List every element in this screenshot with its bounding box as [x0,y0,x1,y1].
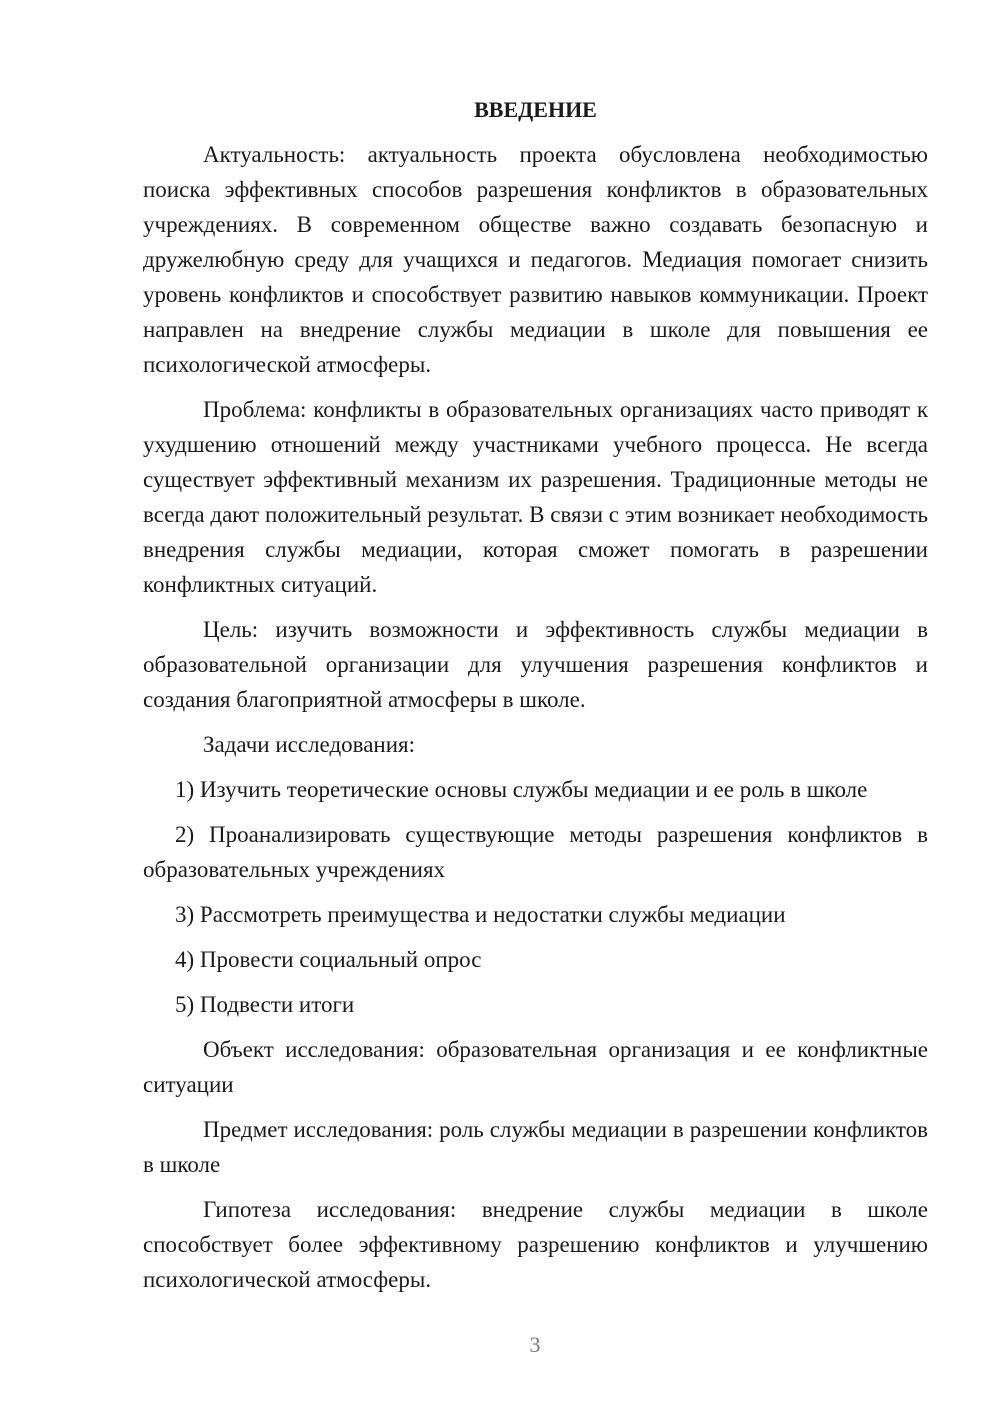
problem-paragraph: Проблема: конфликты в образовательных организациях часто приводят к ухудшению отношений между участниками учебного процесса. Не всегда существует эффективный механизм их разрешения. Традиционные методы не всегда дают положительный результат. В связи с этим возникает необходимость внедрения службы медиации, которая сможет помогать в разрешении конфликтных ситуаций. [143,397,928,597]
task-item-4: 4) Провести социальный опрос [175,947,482,972]
document-page [143,95,928,1307]
page-title: ВВЕДЕНИЕ [474,97,597,122]
task-item-1: 1) Изучить теоретические основы службы медиации и ее роль в школе [175,777,868,802]
subject-paragraph: Предмет исследования: роль службы медиации в разрешении конфликтов в школе [143,1117,928,1177]
tasks-label: Задачи исследования: [203,732,416,757]
task-item-5: 5) Подвести итоги [175,992,355,1017]
relevance-paragraph: Актуальность: актуальность проекта обусловлена необходимостью поиска эффективных способов разрешения конфликтов в образовательных учреждениях. В современном обществе важно создавать безопасную и дружелюбную среду для учащихся и педагогов. Медиация помогает снизить уровень конфликтов и способствует развитию навыков коммуникации. Проект направлен на внедрение службы медиации в школе для повышения ее психологической атмосферы. [143,142,928,377]
hypothesis-paragraph: Гипотеза исследования: внедрение службы медиации в школе способствует более эффективному разрешению конфликтов и улучшению психологической атмосферы. [143,1197,928,1292]
task-item-2: 2) Проанализировать существующие методы разрешения конфликтов в образовательных учреждениях [143,822,928,882]
goal-paragraph: Цель: изучить возможности и эффективность службы медиации в образовательной организации для улучшения разрешения конфликтов и создания благоприятной атмосферы в школе. [143,617,928,712]
object-paragraph: Объект исследования: образовательная организация и ее конфликтные ситуации [143,1037,928,1097]
page-number: 3 [529,1332,541,1357]
task-item-3: 3) Рассмотреть преимущества и недостатки службы медиации [175,902,786,927]
